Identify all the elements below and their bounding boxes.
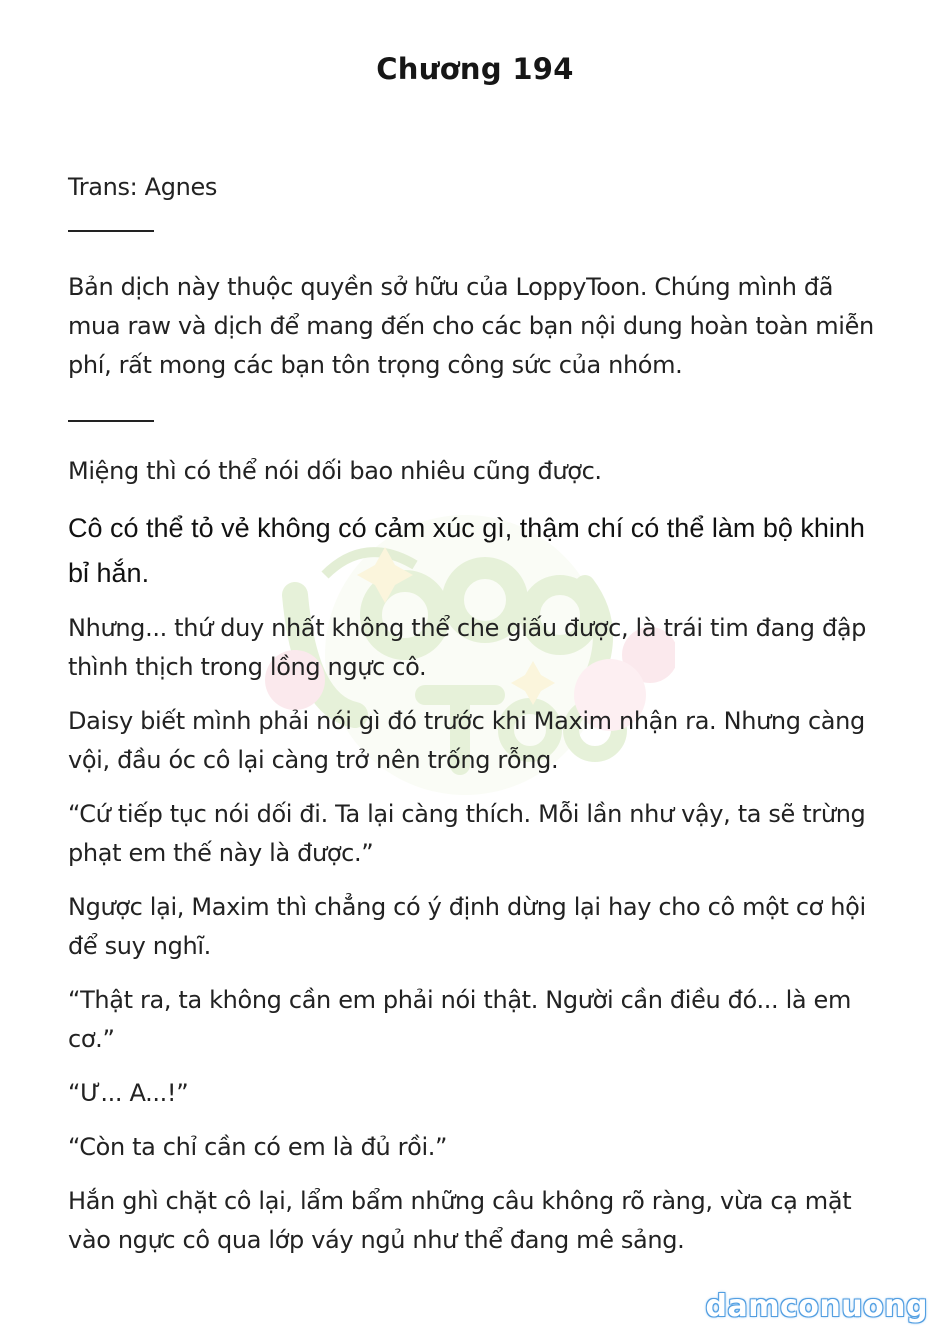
paragraph-4: Daisy biết mình phải nói gì đó trước khi Maxim nhận ra. Nhưng càng vội, đầu óc cô lại càng trở nên trống rỗng. bbox=[68, 707, 865, 774]
paragraph-5: “Cứ tiếp tục nói dối đi. Ta lại càng thích. Mỗi lần như vậy, ta sẽ trừng phạt em thế này là được.” bbox=[68, 800, 866, 867]
paragraph-3: Nhưng... thứ duy nhất không thể che giấu được, là trái tim đang đập thình thịch trong lồng ngực cô. bbox=[68, 614, 867, 681]
copyright-notice: Bản dịch này thuộc quyền sở hữu của LoppyToon. Chúng mình đã mua raw và dịch để mang đến cho các bạn nội dung hoàn toàn miễn phí, rất mong các bạn tôn trọng công sức của nhóm. bbox=[68, 273, 874, 379]
paragraph-9: “Còn ta chỉ cần có em là đủ rồi.” bbox=[68, 1133, 448, 1161]
chapter-title: Chương 194 bbox=[376, 52, 574, 86]
chapter-content bbox=[68, 168, 883, 1260]
paragraph-2: Cô có thể tỏ vẻ không có cảm xúc gì, thậm chí có thể làm bộ khinh bỉ hắn. bbox=[68, 513, 865, 588]
divider-top bbox=[68, 230, 154, 232]
translator-credit: Trans: Agnes bbox=[68, 173, 218, 201]
paragraph-8: “Ư... A...!” bbox=[68, 1079, 189, 1107]
paragraph-6: Ngược lại, Maxim thì chẳng có ý định dừng lại hay cho cô một cơ hội để suy nghĩ. bbox=[68, 893, 866, 960]
paragraph-7: “Thật ra, ta không cần em phải nói thật. Người cần điều đó... là em cơ.” bbox=[68, 986, 851, 1053]
paragraph-1: Miệng thì có thể nói dối bao nhiêu cũng được. bbox=[68, 457, 602, 485]
paragraph-10: Hắn ghì chặt cô lại, lẩm bẩm những câu không rõ ràng, vừa cạ mặt vào ngực cô qua lớp váy ngủ như thể đang mê sảng. bbox=[68, 1187, 852, 1254]
divider-bottom bbox=[68, 420, 154, 422]
damconuong-watermark: damconuong bbox=[705, 1289, 928, 1324]
